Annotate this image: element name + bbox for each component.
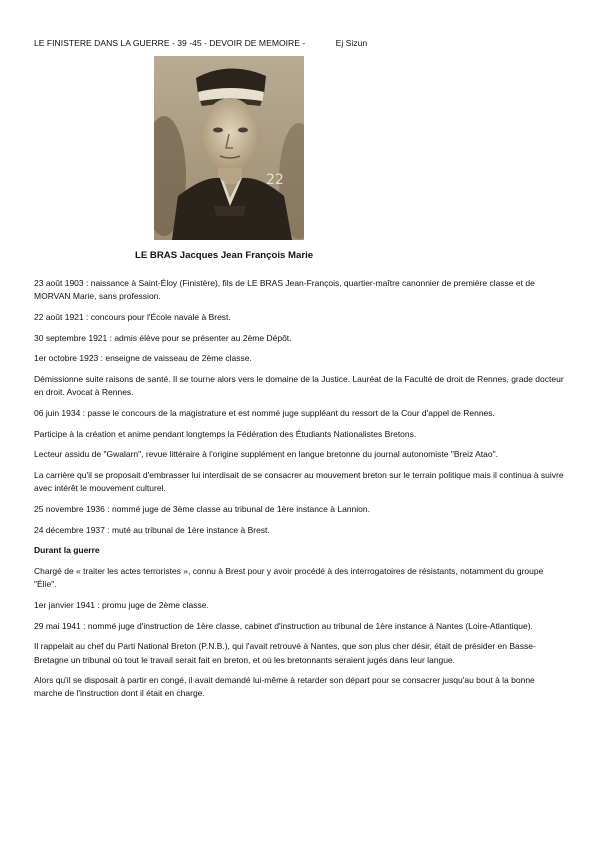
biography-paragraph: 1er octobre 1923 : enseigne de vaisseau de 2ème classe. [34, 353, 252, 364]
portrait-photo [154, 56, 304, 240]
biography-paragraph: 25 novembre 1936 : nommé juge de 3ème classe au tribunal de 1ère instance à Lannion. [34, 503, 370, 514]
biography-paragraph: La carrière qu'il se proposait d'embrasser lui interdisait de se consacrer au mouvement breton sur le terrain politique mais il continua à suivre avec intérêt le mouvement culturel. [34, 470, 564, 494]
header-author: Ej Sizun [335, 38, 368, 48]
person-name: LE BRAS Jacques Jean François Marie [135, 250, 314, 261]
biography-paragraph: 22 août 1921 : concours pour l'École navale à Brest. [34, 311, 231, 322]
page-header [34, 38, 574, 48]
header-title: LE FINISTERE DANS LA GUERRE - 39 -45 - DEVOIR DE MEMOIRE - [34, 38, 306, 48]
biography-paragraph: 29 mai 1941 : nommé juge d'instruction de 1ère classe, cabinet d'instruction au tribunal de 1ère instance à Nantes (Loire-Atlantique). [34, 620, 533, 631]
biography-paragraph: Chargé de « traiter les actes terroristes », connu à Brest pour y avoir procédé à des interrogatoires de résistants, notamment du groupe "Élie". [34, 566, 544, 590]
biography-paragraph: 24 décembre 1937 : muté au tribunal de 1ère instance à Brest. [34, 524, 270, 535]
biography-paragraph: Participe à la création et anime pendant longtemps la Fédération des Étudiants Nationalistes Bretons. [34, 428, 417, 439]
biography-paragraph: Lecteur assidu de "Gwalarn", revue littéraire à l'origine supplément en langue bretonne du journal autonomiste "Breiz Atao". [34, 449, 498, 460]
biography-paragraph: 1er janvier 1941 : promu juge de 2ème classe. [34, 599, 209, 610]
biography-paragraph: Alors qu'il se disposait à partir en congé, il avait demandé lui-même à retarder son départ pour se consacrer jusqu'au bout à la bonne marche de l'instruction dont il était en charge. [34, 675, 535, 699]
biography-paragraph: Il rappelait au chef du Parti National Breton (P.N.B.), qui l'avait retrouvé à Nantes, que son plus cher désir, était de présider en Basse-Bretagne un tribunal où tout le travail serait fait en breton, et où les bretonnants seraient jugés dans leur langue. [34, 641, 536, 665]
biography-content [34, 277, 564, 708]
biography-paragraph: 06 juin 1934 : passe le concours de la magistrature et est nommé juge suppléant du ressort de la Cour d'appel de Rennes. [34, 407, 495, 418]
biography-paragraph: 23 août 1903 : naissance à Saint-Éloy (Finistère), fils de LE BRAS Jean-François, quartier-maître canonnier de première classe et de MORVAN Marie, sans profession. [34, 278, 535, 302]
biography-paragraph: 30 septembre 1921 : admis élève pour se présenter au 2ème Dépôt. [34, 332, 292, 343]
section-heading: Durant la guerre [34, 545, 100, 556]
portrait-photo-icon [154, 56, 304, 240]
biography-paragraph: Démissionne suite raisons de santé. Il se tourne alors vers le domaine de la Justice. Lauréat de la Faculté de droit de Rennes, grade docteur en droit. Avocat à Rennes. [34, 374, 564, 398]
cap-number: 22 [266, 172, 284, 188]
